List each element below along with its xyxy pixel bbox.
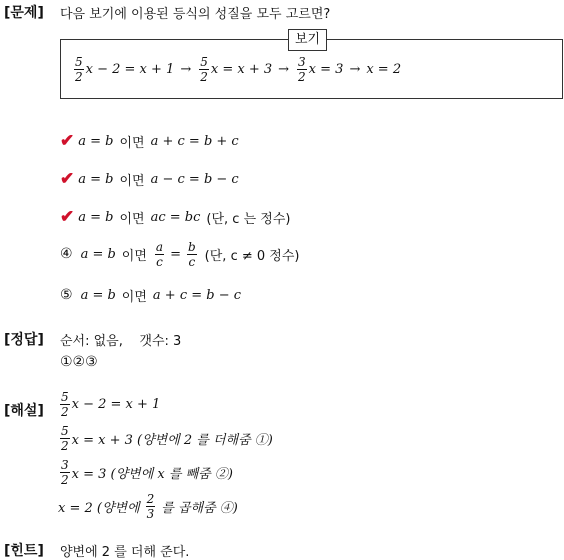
expl-frac-2: $\frac{5}{2}$ xyxy=(61,423,69,453)
bogi-frac-1: $\frac{5}{2}$ xyxy=(75,54,83,84)
answer-label: [정답] xyxy=(4,332,44,348)
hint-text: 양변에 2 를 더해 준다. xyxy=(60,545,190,560)
arrow-2: → xyxy=(278,61,290,77)
choice-2-cond: a = b xyxy=(78,171,114,187)
problem-label: [문제] xyxy=(4,5,44,21)
explanation-line-1 xyxy=(58,388,160,420)
choice-2-result: a − c = b − c xyxy=(150,171,239,187)
choice-3-cond: a = b xyxy=(78,209,114,225)
choice-1 xyxy=(60,130,239,152)
choice-5-result: a + c = b − c xyxy=(152,287,242,303)
choice-4-frac-a: $\frac{a}{c}$ xyxy=(155,239,164,269)
expl-frac-4: $\frac{2}{3}$ xyxy=(146,491,155,521)
choice-4-ifword: 이면 xyxy=(121,248,147,264)
bogi-step-1: x − 2 = x + 1 xyxy=(85,61,175,77)
checkmark-icon: ✔ xyxy=(60,131,75,151)
bogi-step-3: x = 3 xyxy=(308,61,344,77)
expl-l1-text: x − 2 = x + 1 xyxy=(71,396,161,412)
checkmark-icon: ✔ xyxy=(60,169,75,189)
choice-4-note: (단, c ≠ 0 정수) xyxy=(204,248,300,264)
bogi-step-2: x = x + 3 xyxy=(210,61,273,77)
expl-l2-text: x = x + 3 (양변에 2 를 더해줌 ①) xyxy=(71,432,273,448)
answer-line-2: ①②③ xyxy=(60,354,98,370)
expl-frac-1: $\frac{5}{2}$ xyxy=(61,389,69,419)
choice-5-ifword: 이면 xyxy=(121,289,147,305)
choice-5-cond: a = b xyxy=(80,287,116,303)
choice-3-result: ac = bc xyxy=(150,209,201,225)
expl-frac-3: $\frac{3}{2}$ xyxy=(61,457,69,487)
choice-4-cond: a = b xyxy=(80,246,116,262)
answer-line-1: 순서: 없음, 갯수: 3 xyxy=(60,334,182,349)
choice-5-number: ⑤ xyxy=(60,287,73,303)
bogi-frac-3: $\frac{3}{2}$ xyxy=(298,54,306,84)
choice-2-ifword: 이면 xyxy=(119,173,145,189)
bogi-frac-2: $\frac{5}{2}$ xyxy=(200,54,208,84)
expl-l4-pre: x = 2 (양변에 xyxy=(58,500,140,516)
expl-l3-text: x = 3 (양변에 x 를 빼줌 ②) xyxy=(71,466,233,482)
question-text: 다음 보기에 이용된 등식의 성질을 모두 고르면? xyxy=(60,7,331,22)
choice-4-number: ④ xyxy=(60,246,73,262)
choice-1-ifword: 이면 xyxy=(119,135,145,151)
hint-label: [힌트] xyxy=(4,543,44,559)
choice-2 xyxy=(60,168,239,190)
choice-3-note: (단, c 는 정수) xyxy=(206,211,291,227)
explanation-line-4 xyxy=(58,488,238,524)
choice-1-result: a + c = b + c xyxy=(150,133,239,149)
bogi-title: 보기 xyxy=(288,29,327,51)
arrow-1: → xyxy=(180,61,192,77)
explanation-line-3 xyxy=(58,456,233,488)
checkmark-icon: ✔ xyxy=(60,207,75,227)
choice-3-ifword: 이면 xyxy=(119,211,145,227)
expl-l4-post: 를 곱해줌 ④) xyxy=(161,500,238,516)
choice-3 xyxy=(60,206,290,228)
explanation-label: [해설] xyxy=(4,403,44,419)
explanation-line-2 xyxy=(58,422,273,454)
bogi-step-4: x = 2 xyxy=(366,61,402,77)
choice-5 xyxy=(60,284,241,306)
bogi-equation-chain xyxy=(72,52,401,86)
choice-4 xyxy=(60,236,299,272)
choice-4-eq: = xyxy=(170,246,181,262)
arrow-3: → xyxy=(349,61,361,77)
choice-4-frac-b: $\frac{b}{c}$ xyxy=(187,239,196,269)
choice-1-cond: a = b xyxy=(78,133,114,149)
